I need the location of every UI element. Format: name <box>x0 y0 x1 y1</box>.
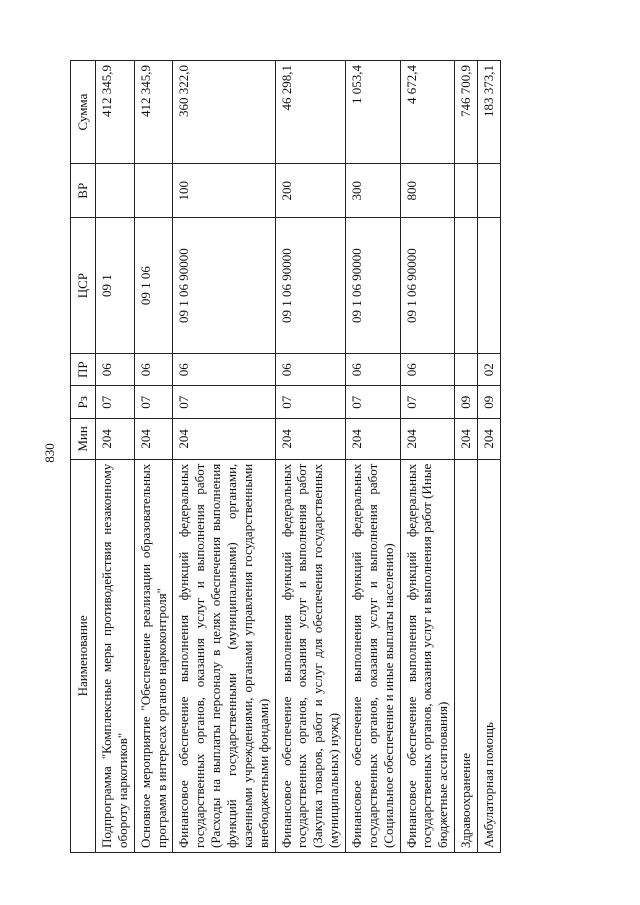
header-pr: ПР <box>71 353 96 386</box>
budget-table <box>70 60 501 853</box>
table-row <box>96 61 135 853</box>
cell-sum: 1 053,4 <box>346 61 401 164</box>
cell-rz: 07 <box>134 386 173 419</box>
cell-min: 204 <box>173 419 275 460</box>
cell-pr: 06 <box>346 353 401 386</box>
rotated-table-area <box>70 60 600 853</box>
cell-name: Финансовое обеспечение выполнения функций федеральных государственных органов, оказания услуг и выполнения работ (Социальное обеспечение и иные выплаты населению) <box>346 459 401 852</box>
cell-min: 204 <box>346 419 401 460</box>
cell-rz: 07 <box>173 386 275 419</box>
cell-name: Финансовое обеспечение выполнения функций федеральных государственных органов, оказания услуг и выполнения работ (Закупка товаров, работ и услуг для обеспечения государственных (муниципальных) нужд) <box>275 459 345 852</box>
cell-min: 204 <box>275 419 345 460</box>
cell-rz: 07 <box>346 386 401 419</box>
table-row <box>173 61 275 853</box>
header-name: Наименование <box>71 459 96 852</box>
cell-sum: 412 345,9 <box>96 61 135 164</box>
table-row <box>346 61 401 853</box>
cell-pr <box>455 353 478 386</box>
cell-pr: 06 <box>134 353 173 386</box>
page-number-text: 830 <box>42 443 57 463</box>
cell-sum: 4 672,4 <box>400 61 455 164</box>
cell-csr: 09 1 06 90000 <box>275 218 345 354</box>
cell-csr: 09 1 06 90000 <box>173 218 275 354</box>
table-rotator <box>70 60 600 853</box>
header-vr: ВР <box>71 164 96 218</box>
cell-name: Здравоохранение <box>455 459 478 852</box>
cell-sum: 183 373,1 <box>478 61 501 164</box>
cell-csr: 09 1 06 <box>134 218 173 354</box>
cell-name: Подпрограмма "Комплексные меры противодействия незаконному обороту наркотиков" <box>96 459 135 852</box>
cell-pr: 06 <box>173 353 275 386</box>
table-row <box>478 61 501 853</box>
table-row <box>455 61 478 853</box>
cell-min: 204 <box>96 419 135 460</box>
cell-min: 204 <box>400 419 455 460</box>
table-body <box>96 61 501 853</box>
cell-min: 204 <box>134 419 173 460</box>
cell-name: Амбулаторная помощь <box>478 459 501 852</box>
header-min: Мин <box>71 419 96 460</box>
cell-vr <box>134 164 173 218</box>
cell-sum: 46 298,1 <box>275 61 345 164</box>
cell-name: Финансовое обеспечение выполнения функций федеральных государственных органов, оказания услуг и выполнения работ (Расходы на выплаты персоналу в целях обеспечения выполнения функций государственными (муниципальными) органами, казенными учреждениями, органами управления государственными внебюджетными фондами) <box>173 459 275 852</box>
cell-min: 204 <box>478 419 501 460</box>
cell-name: Основное мероприятие "Обеспечение реализации образовательных программ в интересах органов наркоконтроля" <box>134 459 173 852</box>
cell-vr: 100 <box>173 164 275 218</box>
cell-rz: 07 <box>96 386 135 419</box>
cell-vr: 300 <box>346 164 401 218</box>
table-row <box>400 61 455 853</box>
cell-rz: 09 <box>478 386 501 419</box>
cell-pr: 06 <box>275 353 345 386</box>
cell-csr <box>455 218 478 354</box>
cell-rz: 09 <box>455 386 478 419</box>
header-csr: ЦСР <box>71 218 96 354</box>
header-row <box>71 61 96 853</box>
cell-vr <box>455 164 478 218</box>
cell-sum: 412 345,9 <box>134 61 173 164</box>
cell-rz: 07 <box>400 386 455 419</box>
cell-name: Финансовое обеспечение выполнения функций федеральных государственных органов, оказания услуг и выполнения работ (Иные бюджетные ассигнования) <box>400 459 455 852</box>
cell-csr: 09 1 06 90000 <box>346 218 401 354</box>
table-header <box>71 61 96 853</box>
header-sum: Сумма <box>71 61 96 164</box>
cell-csr: 09 1 06 90000 <box>400 218 455 354</box>
cell-vr <box>96 164 135 218</box>
cell-pr: 06 <box>96 353 135 386</box>
page-number <box>40 441 60 465</box>
cell-vr: 200 <box>275 164 345 218</box>
cell-csr <box>478 218 501 354</box>
cell-vr: 800 <box>400 164 455 218</box>
cell-sum: 746 700,9 <box>455 61 478 164</box>
cell-csr: 09 1 <box>96 218 135 354</box>
cell-rz: 07 <box>275 386 345 419</box>
header-rz: Рз <box>71 386 96 419</box>
cell-min: 204 <box>455 419 478 460</box>
cell-vr <box>478 164 501 218</box>
table-row <box>134 61 173 853</box>
cell-pr: 06 <box>400 353 455 386</box>
cell-sum: 360 322,0 <box>173 61 275 164</box>
cell-pr: 02 <box>478 353 501 386</box>
table-row <box>275 61 345 853</box>
